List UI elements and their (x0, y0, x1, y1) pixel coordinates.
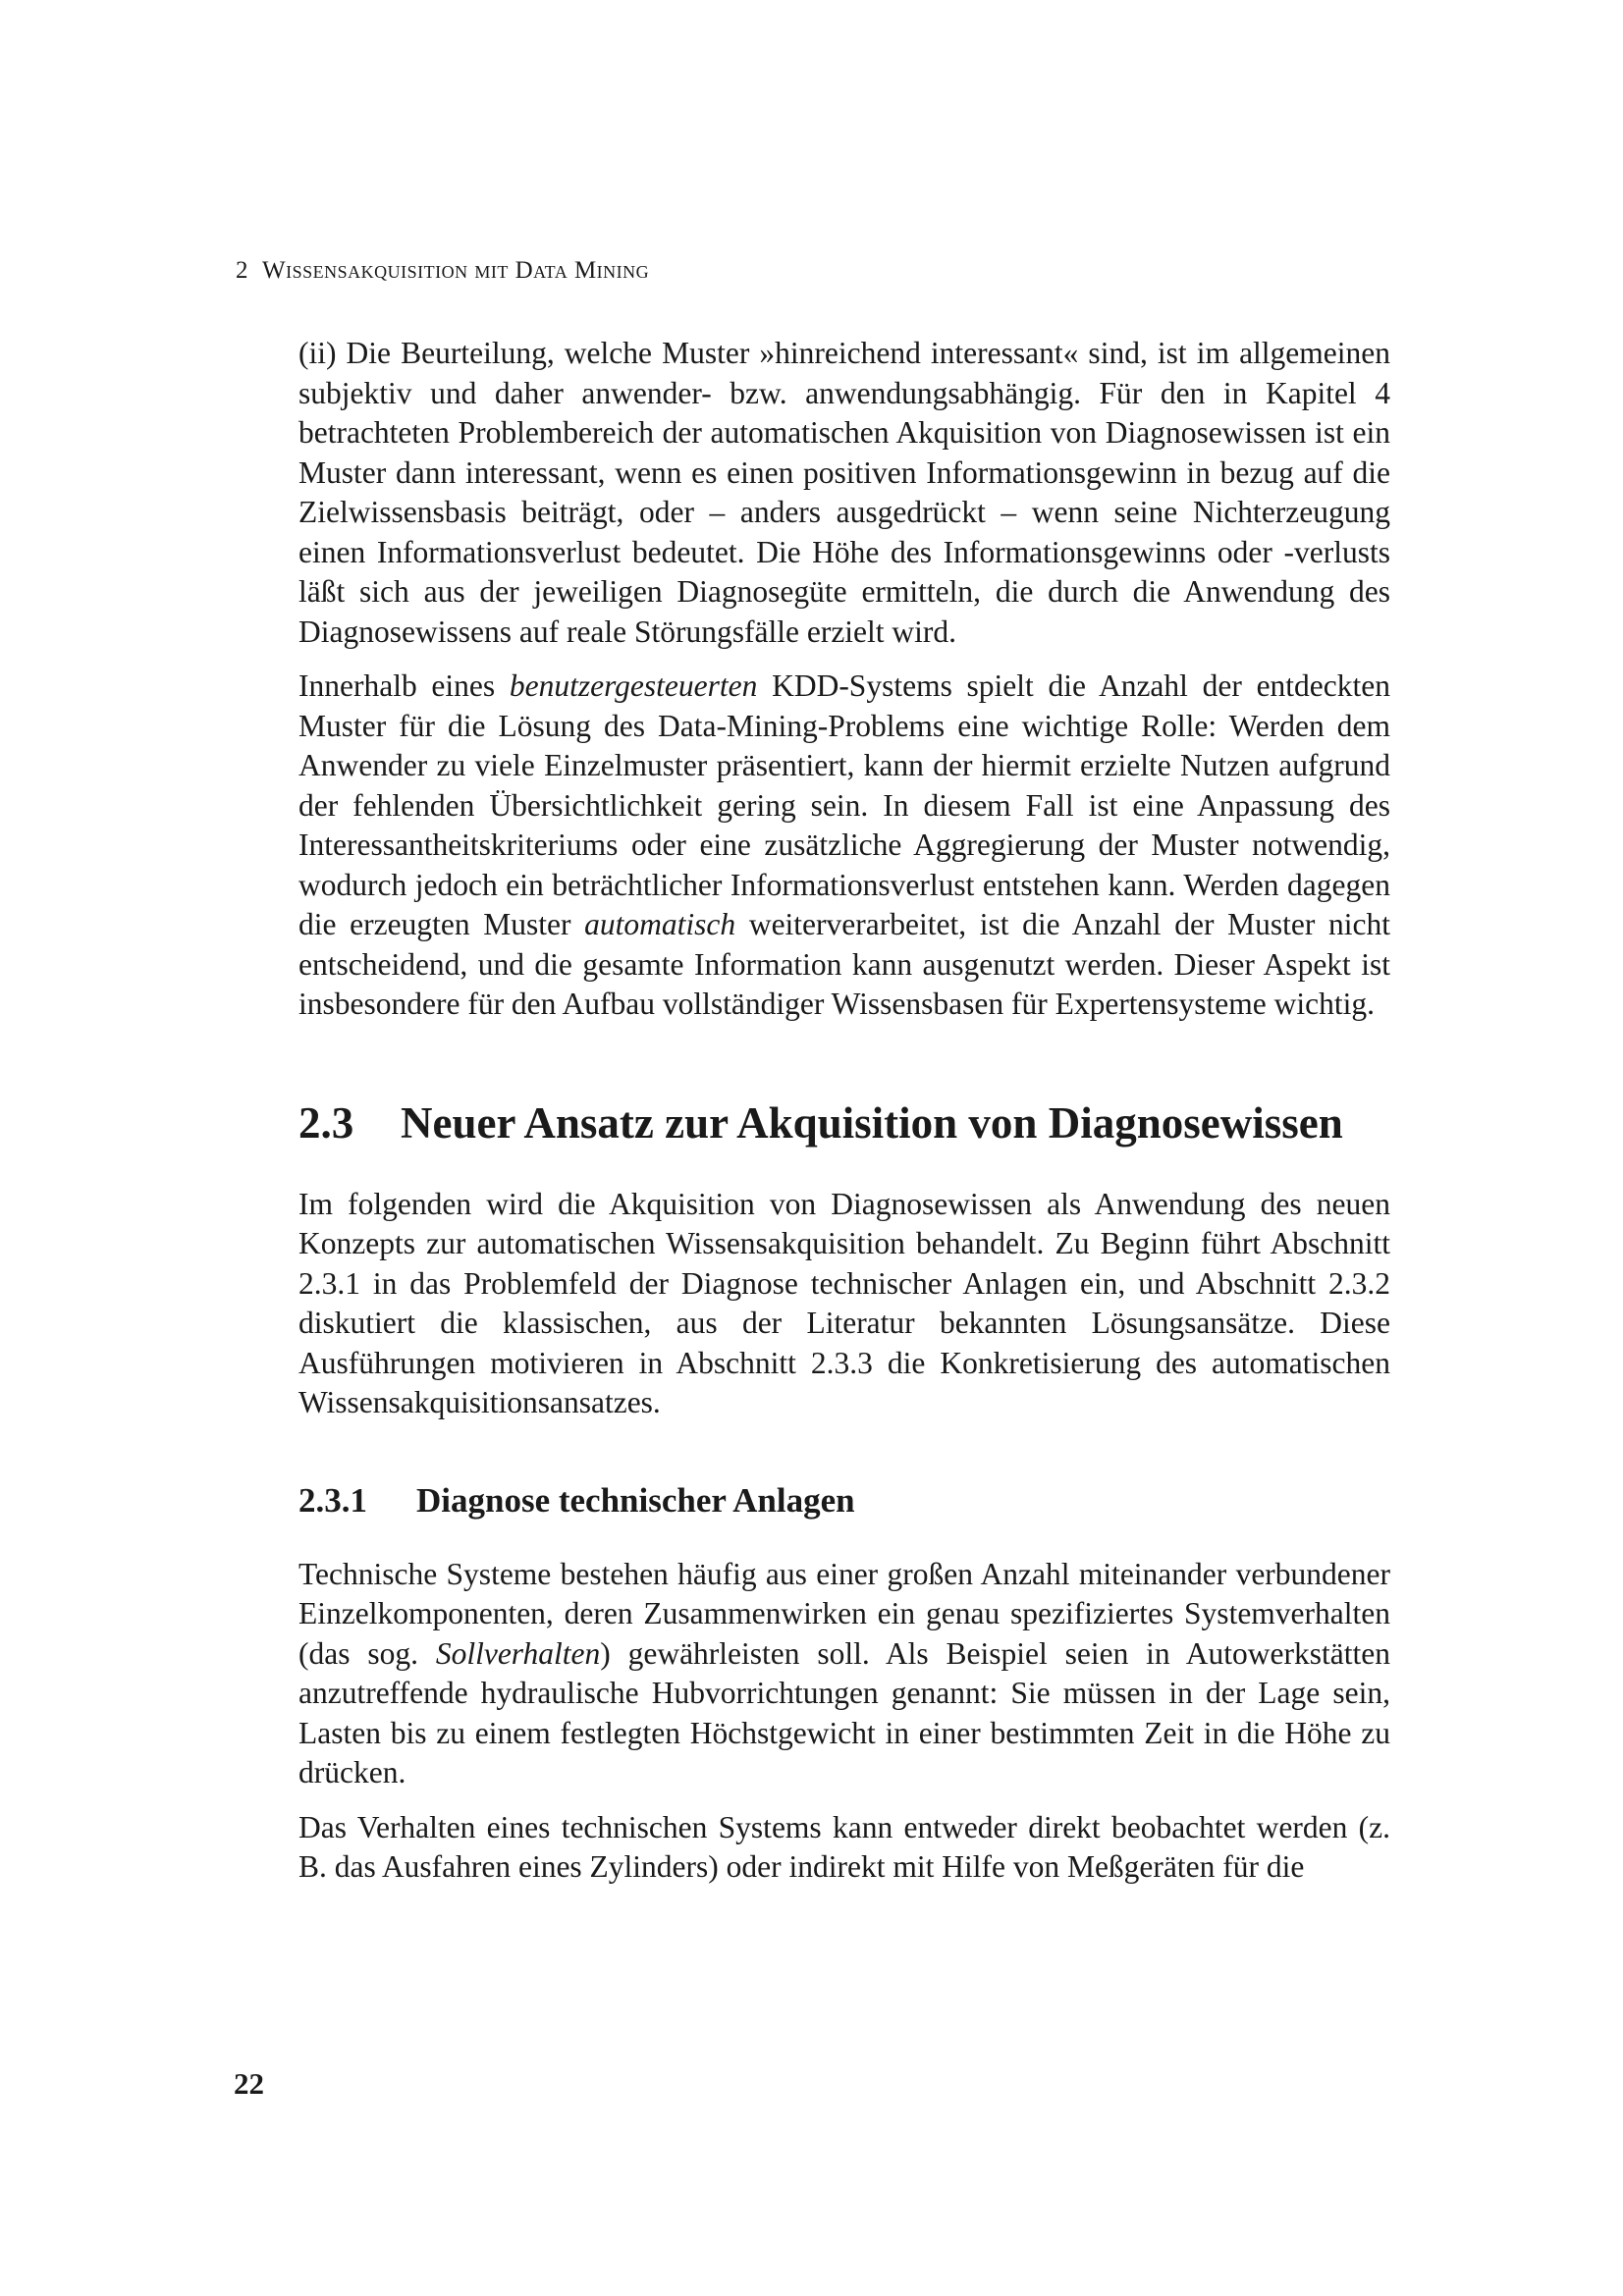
paragraph-interestingness: (ii) Die Beurteilung, welche Muster »hinreichend interessant« sind, ist im allgemeinen subjektiv und daher anwender- bzw. anwendungsabhängig. Für den in Kapitel 4 betrachteten Problembereich der automatischen Akquisition von Diagnosewissen ist ein Muster dann interessant, wenn es einen positiven Informationsgewinn in bezug auf die Zielwissensbasis beiträgt, oder – anders ausgedrückt – wenn seine Nichterzeugung einen Informationsverlust bedeutet. Die Höhe des Informationsgewinns oder -verlusts läßt sich aus der jeweiligen Diagnosegüte ermitteln, die durch die Anwendung des Diagnosewissens auf reale Störungsfälle erzielt wird. (298, 336, 1390, 649)
subsection-heading (298, 1480, 1390, 1522)
section-number: 2.3 (298, 1097, 354, 1148)
paragraph-section-intro: Im folgenden wird die Akquisition von Diagnosewissen als Anwendung des neuen Konzepts zur automatischen Wissensakquisition behandelt. Zu Beginn führt Abschnitt 2.3.1 in das Problemfeld der Diagnose technischer Anlagen ein, und Abschnitt 2.3.2 diskutiert die klassischen, aus der Literatur bekannten Lösungsansätze. Diese Ausführungen motivieren in Abschnitt 2.3.3 die Konkretisierung des automatischen Wissensakquisitionsansatzes. (298, 1186, 1390, 1419)
main-text (298, 334, 1390, 1888)
paragraph-system-behavior: Das Verhalten eines technischen Systems kann entweder direkt beobachtet werden (z. B. das Ausfahren eines Zylinders) oder indirekt mit Hilfe von Meßgeräten für die (298, 1809, 1390, 1884)
running-head-chapter-number: 2 (236, 257, 248, 284)
subsection-number: 2.3.1 (298, 1480, 367, 1520)
running-head (236, 257, 649, 285)
paragraph-kdd-text-1: Innerhalb eines (298, 668, 510, 703)
paragraph-tech-text-2: ) gewährleisten soll. Als Beispiel seien in Autowerkstätten anzutreffende hydraulische Hubvorrichtungen genannt: Sie müssen in der Lage sein, Lasten bis zu einem festlegten Höchstgewicht in einer bestimmten Zeit in die Höhe zu drücken. (298, 1635, 1390, 1789)
emphasis-benutzergesteuerten: benutzergesteuerten (509, 668, 758, 703)
subsection-title: Diagnose technischer Anlagen (416, 1480, 855, 1520)
paragraph-kdd-text-2: KDD-Systems spielt die Anzahl der entdeckten Muster für die Lösung des Data-Mining-Problems eine wichtige Rolle: Werden dem Anwender zu viele Einzelmuster präsentiert, kann der hiermit erzielte Nutzen aufgrund der fehlenden Übersichtlichkeit gering sein. In diesem Fall ist eine Anpassung des Interessantheitskriteriums oder eine zusätzliche Aggregierung der Muster notwendig, wodurch jedoch ein beträchtlicher Informationsverlust entstehen kann. Werden dagegen die erzeugten Muster (298, 668, 1390, 941)
paragraph-technical-systems (298, 1555, 1390, 1793)
page-number: 22 (234, 2066, 264, 2101)
paragraph-kdd-system (298, 667, 1390, 1025)
running-head-chapter-title: Wissensakquisition mit Data Mining (262, 257, 650, 284)
emphasis-sollverhalten: Sollverhalten (435, 1635, 601, 1671)
section-title: Neuer Ansatz zur Akquisition von Diagnosewissen (401, 1097, 1343, 1148)
section-heading (298, 1097, 1390, 1148)
paragraph-kdd-text-3: weiterverarbeitet, ist die Anzahl der Muster nicht entscheidend, und die gesamte Information kann ausgenutzt werden. Dieser Aspekt ist insbesondere für den Aufbau vollständiger Wissensbasen für Expertensysteme wichtig. (298, 907, 1391, 1021)
paragraph-tech-text-1: Technische Systeme bestehen häufig aus einer großen Anzahl miteinander verbundener Einzelkomponenten, deren Zusammenwirken ein genau spezifiziertes Systemverhalten (das sog. (298, 1556, 1390, 1671)
emphasis-automatisch: automatisch (584, 907, 736, 941)
